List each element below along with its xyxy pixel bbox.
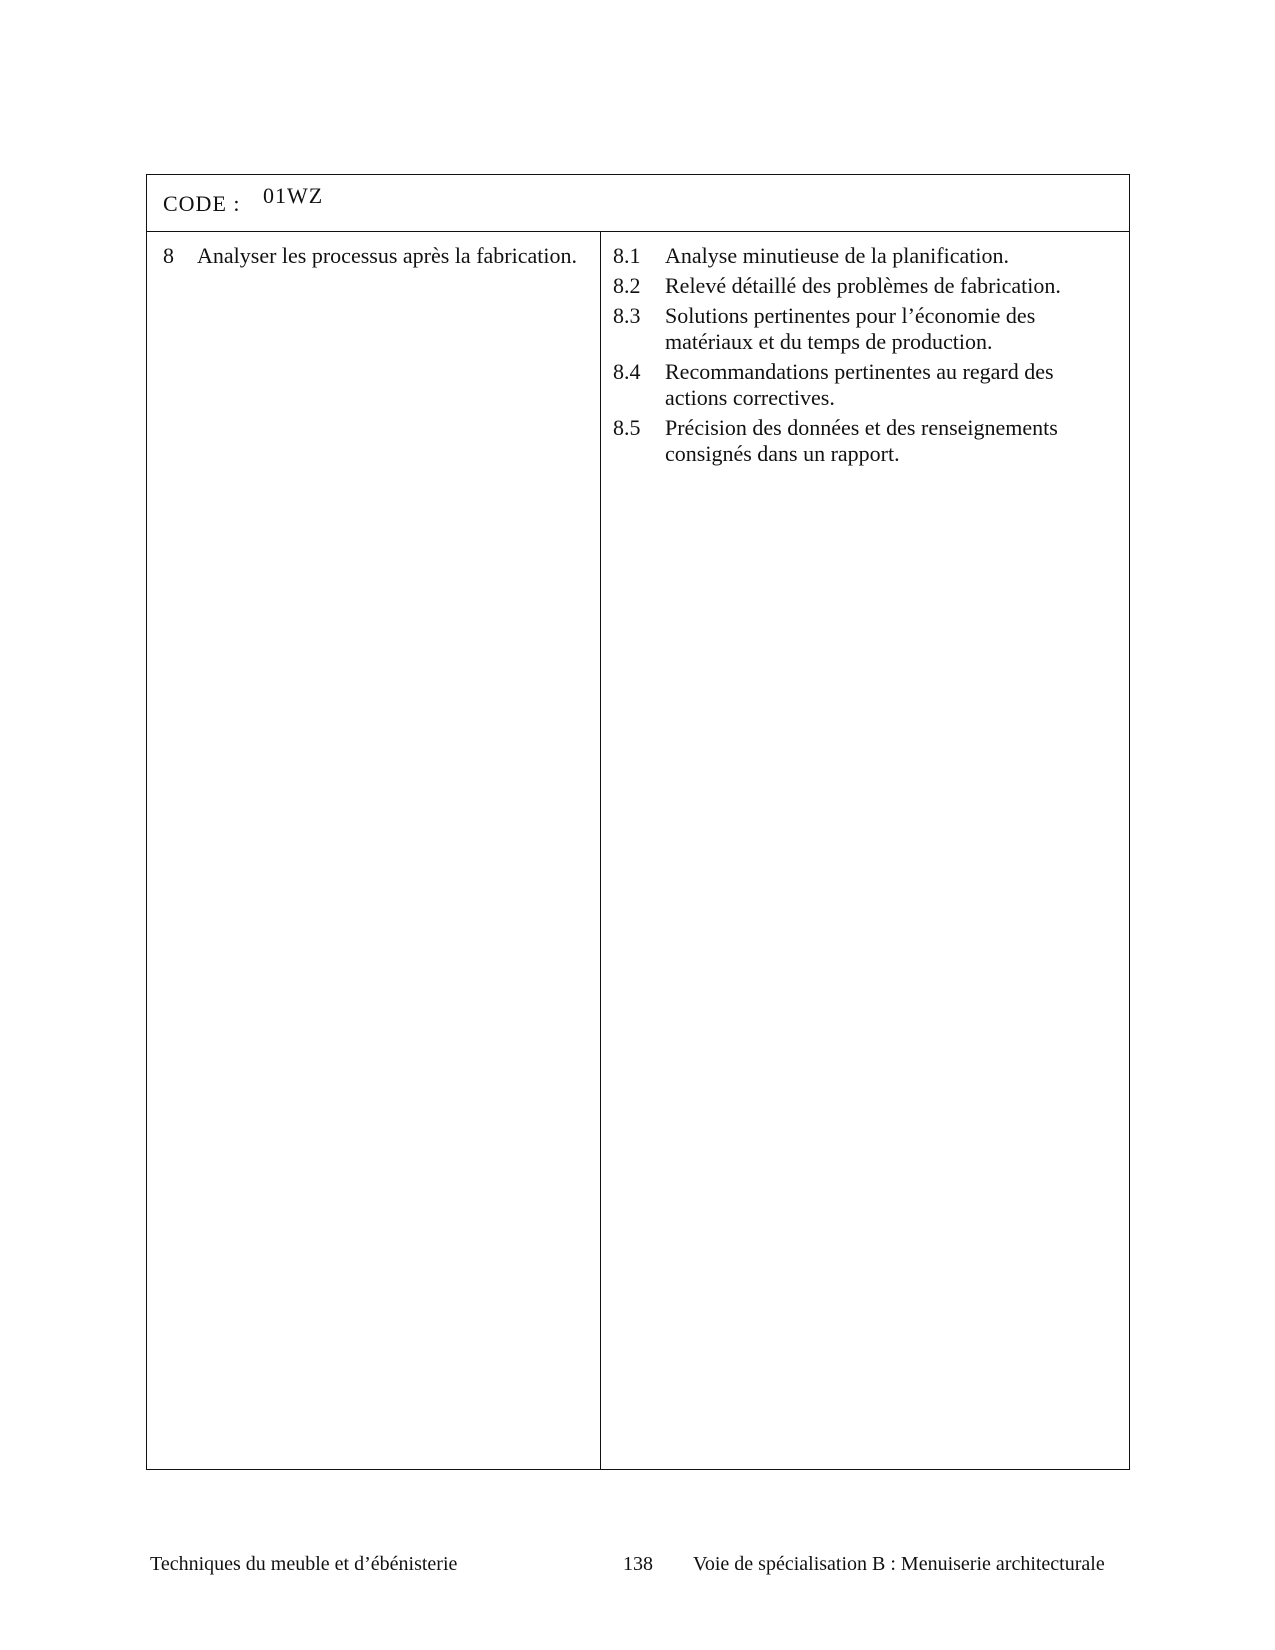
- competency-cell: [163, 243, 583, 269]
- criterion-text: Solutions pertinentes pour l’économie des matériaux et du temps de production.: [665, 303, 1036, 354]
- criterion-item: [613, 415, 1113, 467]
- code-row: [147, 175, 1129, 232]
- code-value: 01WZ: [263, 183, 324, 208]
- column-divider: [600, 231, 601, 1469]
- competency-number: 8: [163, 243, 174, 268]
- footer-program-title: Techniques du meuble et d’ébénisterie: [150, 1553, 458, 1575]
- criterion-number: 8.2: [613, 273, 641, 298]
- competency-text: Analyser les processus après la fabrication.: [197, 243, 577, 268]
- criterion-item: [613, 243, 1113, 269]
- criterion-item: [613, 303, 1113, 355]
- criterion-number: 8.4: [613, 359, 641, 384]
- criterion-number: 8.1: [613, 243, 641, 268]
- competency-table: [146, 174, 1130, 1470]
- footer-specialization: Voie de spécialisation B : Menuiserie architecturale: [693, 1553, 1105, 1575]
- criterion-number: 8.5: [613, 415, 641, 440]
- code-label: CODE :: [163, 191, 241, 216]
- criterion-text: Précision des données et des renseignements consignés dans un rapport.: [665, 415, 1058, 466]
- criterion-text: Recommandations pertinentes au regard des actions correctives.: [665, 359, 1054, 410]
- criteria-list: [613, 243, 1113, 471]
- footer-page-number: 138: [623, 1553, 653, 1575]
- criterion-item: [613, 359, 1113, 411]
- criterion-number: 8.3: [613, 303, 641, 328]
- criterion-text: Relevé détaillé des problèmes de fabrication.: [665, 273, 1061, 298]
- criterion-text: Analyse minutieuse de la planification.: [665, 243, 1009, 268]
- criterion-item: [613, 273, 1113, 299]
